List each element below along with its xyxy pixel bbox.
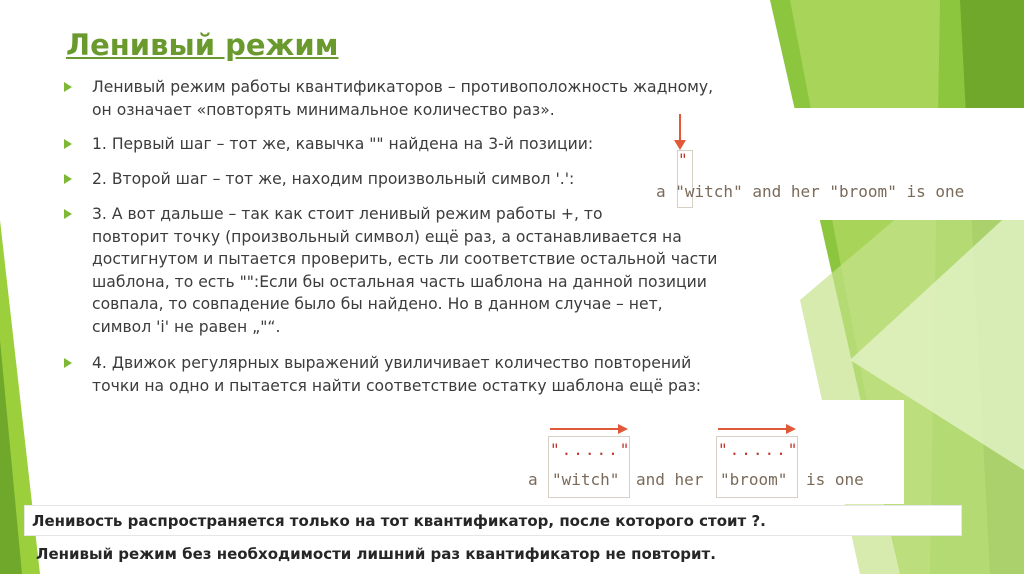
bullet-arrow-icon [64, 358, 72, 368]
bullet-arrow-icon [64, 209, 72, 219]
right-arrow-icon [716, 422, 800, 436]
pattern-marker: " [678, 150, 690, 169]
footer-note-2: Ленивый режим без необходимости лишний раз квантификатор не повторит. [36, 545, 716, 563]
slide-title: Ленивый режим [66, 28, 339, 62]
right-arrow-icon [548, 422, 632, 436]
bullet-item [64, 133, 593, 156]
code-example-top [646, 108, 1024, 220]
down-arrow-icon [670, 112, 690, 152]
bullet-text: Ленивый режим работы квантификаторов – противоположность жадному, он означает «повторять минимальное количество раз». [92, 78, 714, 119]
sentence-word: a [528, 470, 538, 489]
pattern-marker: "....." [718, 440, 800, 459]
footer-note-1: Ленивость распространяется только на тот квантификатор, после которого стоит ?. [32, 512, 766, 530]
sentence-word: is one [806, 470, 864, 489]
bullet-text: 3. А вот дальше – так как стоит ленивый режим работы +, то повторит точку (произвольный символ) ещё раз, а останавливается на достигнутом и пытается проверить, есть ли соответствие остальной части шаблона, то есть "":Если бы остальная часть шаблона на данной позиции совпала, то совпадение было бы найдено. Но в данном случае – нет, символ 'i' не равен „"“. [92, 205, 718, 336]
bullet-item [64, 203, 717, 338]
code-example-bottom [520, 400, 904, 504]
bullet-text: 1. Первый шаг – тот же, кавычка "" найдена на 3-й позиции: [92, 135, 594, 153]
bullet-arrow-icon [64, 139, 72, 149]
sentence-word: "broom" [720, 470, 788, 489]
bullet-item [64, 76, 713, 121]
bullet-text: 2. Второй шаг – тот же, находим произвольный символ '.': [92, 170, 575, 188]
bullet-arrow-icon [64, 174, 72, 184]
bullet-text: 4. Движок регулярных выражений увиличивает количество повторений точки на одно и пытается найти соответствие остатку шаблона ещё раз: [92, 354, 702, 395]
pattern-marker: "....." [550, 440, 632, 459]
bullet-arrow-icon [64, 82, 72, 92]
sentence-word: "witch" [552, 470, 620, 489]
sentence-word: and her [636, 470, 704, 489]
example-sentence: a "witch" and her "broom" is one [656, 182, 965, 201]
bullet-item [64, 168, 574, 191]
bullet-item [64, 352, 701, 397]
